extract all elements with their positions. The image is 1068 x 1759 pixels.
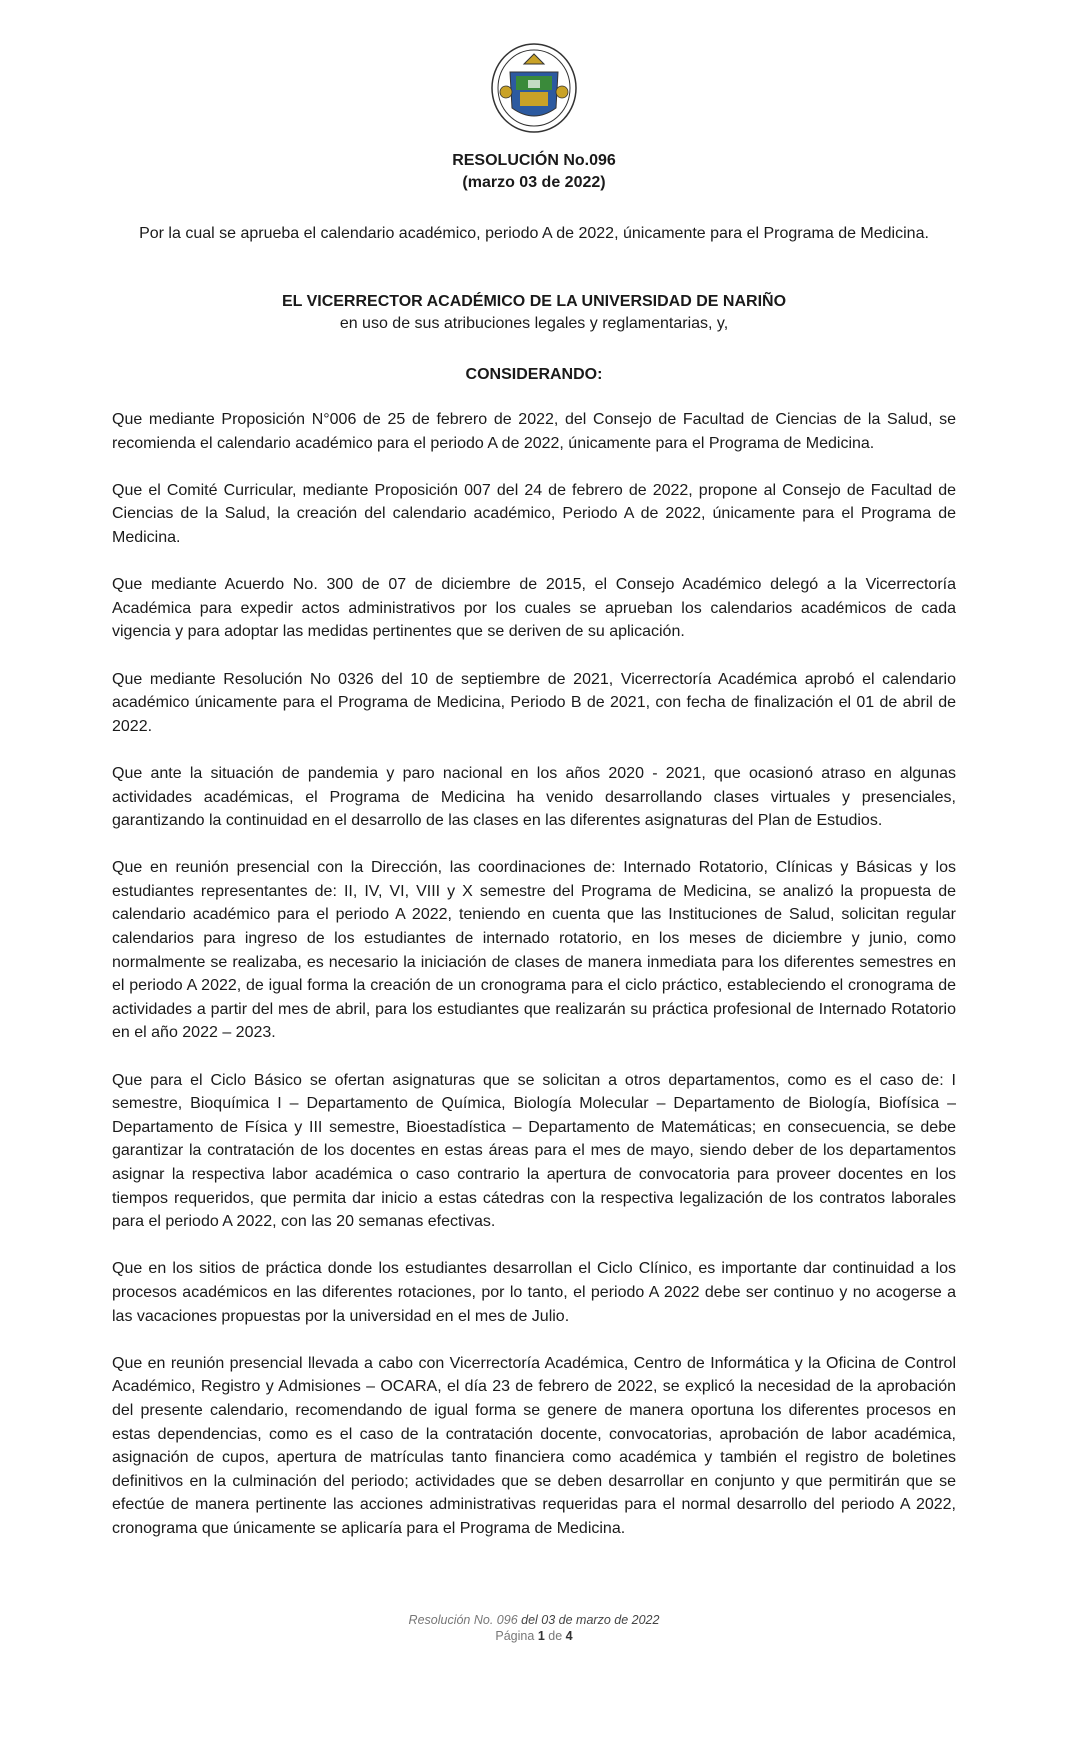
footer-page-of: de bbox=[548, 1629, 563, 1643]
consideration-paragraph: Que el Comité Curricular, mediante Proposición 007 del 24 de febrero de 2022, propone al Consejo de Facultad de Ciencias de la Salud, la creación del calendario académico, Periodo A de 2022, únicamente para el Programa de Medicina. bbox=[112, 481, 956, 546]
consideration-paragraph: Que en reunión presencial llevada a cabo con Vicerrectoría Académica, Centro de Informática y la Oficina de Control Académico, Registro y Admisiones – OCARA, el día 23 de febrero de 2022, se explicó la necesidad de la aprobación del presente calendario, recomendando de igual forma se genere de manera oportuna los diferentes procesos en estas dependencias, como es el caso de la contratación docente, convocatorias, aprobación de labor académica, asignación de cupos, apertura de matrículas tanto financiera como académica y también el registro de boletines definitivos en la culminación del periodo; actividades que se deben desarrollar en conjunto y que permitirán que se efectúe de manera pertinente las acciones administrativas requeridas para el normal desarrollo del periodo A 2022, cronograma que únicamente se aplicaría para el Programa de Medicina. bbox=[112, 1354, 956, 1537]
consideration-paragraph: Que para el Ciclo Básico se ofertan asignaturas que se solicitan a otros departamentos, como es el caso de: I semestre, Bioquímica I – Departamento de Química, Biología Molecular – Departamento de Biología, Biofísica – Departamento de Física y III semestre, Bioestadística – Departamento de Matemáticas; en consecuencia, se debe garantizar la contratación de los docentes en estas áreas para el mes de mayo, siendo deber de los departamentos asignar la respectiva labor académica o caso contrario la apertura de convocatoria para proveer docentes en los tiempos requeridos, que permita dar inicio a estas cátedras con la respectiva legalización de los contratos laborales para el periodo A 2022, con las 20 semanas efectivas. bbox=[112, 1071, 956, 1231]
considerations-body bbox=[112, 408, 956, 1564]
footer-resolution-number: Resolución No. 096 bbox=[408, 1613, 518, 1627]
footer-page-total: 4 bbox=[565, 1629, 573, 1643]
footer-page-word: Página bbox=[495, 1629, 535, 1643]
resolution-title: RESOLUCIÓN No.096 bbox=[452, 152, 616, 169]
consideration-paragraph: Que mediante Acuerdo No. 300 de 07 de diciembre de 2015, el Consejo Académico delegó a la Vicerrectoría Académica para expedir actos administrativos por los cuales se aprueban los calendarios académicos de cada vigencia y para adoptar las medidas pertinentes que se deriven de su aplicación. bbox=[112, 576, 956, 641]
university-seal-icon bbox=[490, 42, 578, 142]
consideration-paragraph: Que en reunión presencial con la Dirección, las coordinaciones de: Internado Rotatorio, Clínicas y Básicas y los estudiantes representantes de: II, IV, VI, VIII y X semestre del Programa de Medicina, se analizó la propuesta de calendario académico para el periodo A 2022, teniendo en cuenta que las Instituciones de Salud, solicitan regular calendarios para ingreso de los estudiantes de internado rotatorio, en los meses de diciembre y junio, como normalmente se realizaba, es necesario la iniciación de clases de manera inmediata para los diferentes semestres en el periodo A 2022, de igual forma la creación de un cronograma para el ciclo práctico, estableciendo el cronograma de actividades a partir del mes de abril, para los estudiantes que realizarán su práctica profesional de Internado Rotatorio en el año 2022 – 2023. bbox=[112, 859, 956, 1042]
resolution-purpose: Por la cual se aprueba el calendario académico, periodo A de 2022, únicamente para el Programa de Medicina. bbox=[139, 225, 929, 242]
considering-heading: CONSIDERANDO: bbox=[465, 366, 603, 383]
footer-resolution-reference bbox=[0, 1612, 1068, 1628]
authority-title: EL VICERRECTOR ACADÉMICO DE LA UNIVERSIDAD DE NARIÑO bbox=[281, 293, 787, 310]
consideration-paragraph: Que mediante Resolución No 0326 del 10 de septiembre de 2021, Vicerrectoría Académica aprobó el calendario académico únicamente para el Programa de Medicina, Periodo B de 2021, con fecha de finalización el 01 de abril de 2022. bbox=[112, 670, 956, 735]
footer-page-number bbox=[0, 1628, 1068, 1644]
consideration-paragraph: Que ante la situación de pandemia y paro nacional en los años 2020 - 2021, que ocasionó atraso en algunas actividades académicas, el Programa de Medicina ha venido desarrollando clases virtuales y presenciales, garantizando la continuidad en el desarrollo de las clases en las diferentes asignaturas del Plan de Estudios. bbox=[112, 764, 956, 830]
resolution-date: (marzo 03 de 2022) bbox=[462, 174, 606, 191]
footer-resolution-date: del 03 de marzo de 2022 bbox=[521, 1613, 660, 1627]
consideration-paragraph: Que en los sitios de práctica donde los estudiantes desarrollan el Ciclo Clínico, es importante dar continuidad a los procesos académicos en las diferentes rotaciones, por lo tanto, el periodo A 2022 debe ser continuo y no acogerse a las vacaciones propuestas por la universidad en el mes de Julio. bbox=[112, 1260, 956, 1325]
consideration-paragraph: Que mediante Proposición N°006 de 25 de febrero de 2022, del Consejo de Facultad de Ciencias de la Salud, se recomienda el calendario académico para el periodo A de 2022, únicamente para el Programa de Medicina. bbox=[112, 411, 956, 452]
footer-page-current: 1 bbox=[537, 1629, 545, 1643]
authority-subtitle: en uso de sus atribuciones legales y reglamentarias, y, bbox=[339, 315, 729, 332]
